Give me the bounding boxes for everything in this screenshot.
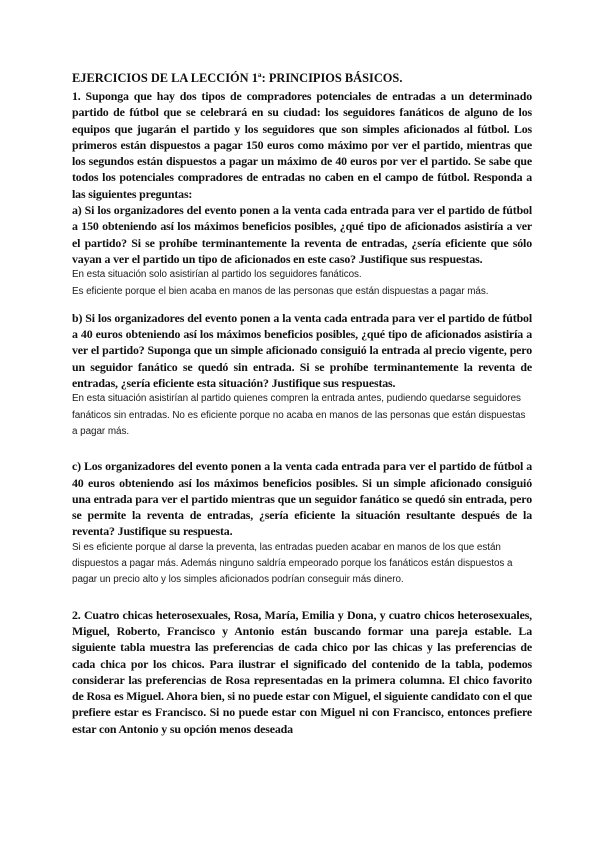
answer-a-line-1: En esta situación solo asistirían al partido los seguidores fanáticos. [72, 269, 362, 281]
question-a: a) Si los organizadores del evento ponen a la venta cada entrada para ver el partido de fútbol a 150 obteniendo así los máximos beneficios posibles, ¿qué tipo de aficionados asistiría a ver el partido? Si se prohíbe terminantemente la reventa de entradas, ¿sería eficiente que sólo vayan a ver el partido un tipo de aficionados en este caso? Justifique sus respuestas. [72, 203, 532, 266]
document-page [72, 70, 532, 737]
question-c: c) Los organizadores del evento ponen a la venta cada entrada para ver el partido de fútbol a 40 euros obteniendo así los máximos beneficios posibles. Si un simple aficionado consiguió una entrada para ver el partido mientras que un seguidor fanático se quedó sin entrada, pero se permite la reventa de entradas, ¿sería eficiente la situación resultante después de la reventa? Justifique su respuesta. [72, 459, 532, 539]
answer-c: Si es eficiente porque al darse la preventa, las entradas pueden acabar en manos de los que están dispuestos a pagar más. Además ninguno saldría empeorado porque los fanáticos están dispuestos a pagar un precio alto y los simples aficionados podrían conseguir más dinero. [72, 541, 513, 586]
spacer [72, 440, 532, 458]
page-title: EJERCICIOS DE LA LECCIÓN 1ª: PRINCIPIOS BÁSICOS. [72, 71, 403, 85]
spacer [72, 589, 532, 607]
spacer [72, 300, 532, 310]
answer-b: En esta situación asistirían al partido quienes compren la entrada antes, pudiendo quedarse seguidores fanáticos sin entradas. No es eficiente porque no acaba en manos de las personas que están dispuestas a pagar más. [72, 393, 526, 437]
exercise-1-statement: 1. Suponga que hay dos tipos de compradores potenciales de entradas a un determinado partido de fútbol que se celebrará en su ciudad: los seguidores fanáticos de alguno de los equipos que jugarán el partido y los seguidores que son simples aficionados al fútbol. Los primeros están dispuestos a pagar 150 euros como máximo por ver el partido, mientras que los segundos están dispuestos a pagar un máximo de 40 euros por ver el partido. Se sabe que todos los potenciales compradores de entradas no caben en el campo de fútbol. Responda a las siguientes preguntas: [72, 89, 532, 201]
exercise-2-statement: 2. Cuatro chicas heterosexuales, Rosa, María, Emilia y Dona, y cuatro chicos heterosexuales, Miguel, Roberto, Francisco y Antonio están buscando formar una pareja estable. La siguiente tabla muestra las preferencias de cada chico por las chicas y las preferencias de cada chica por los chicos. Para ilustrar el significado del contenido de la tabla, podemos considerar las preferencias de Rosa representadas en la primera columna. El chico favorito de Rosa es Miguel. Ahora bien, si no puede estar con Miguel, el siguiente candidato con el que prefiere estar es Francisco. Si no puede estar con Miguel ni con Francisco, entonces prefiere estar con Antonio y su opción menos deseada [72, 607, 532, 736]
question-b: b) Si los organizadores del evento ponen a la venta cada entrada para ver el partido de fútbol a 40 euros obteniendo así los máximos beneficios posibles, ¿qué tipo de aficionados asistiría a ver el partido? Suponga que un simple aficionado consiguió la entrada al precio vigente, pero un seguidor fanático se quedó sin entrada. Si se prohíbe terminantemente la reventa de entradas, ¿sería eficiente esta situación? Justifique sus respuestas. [72, 310, 532, 391]
answer-a-line-2: Es eficiente porque el bien acaba en manos de las personas que están dispuestas a pagar más. [72, 285, 489, 297]
